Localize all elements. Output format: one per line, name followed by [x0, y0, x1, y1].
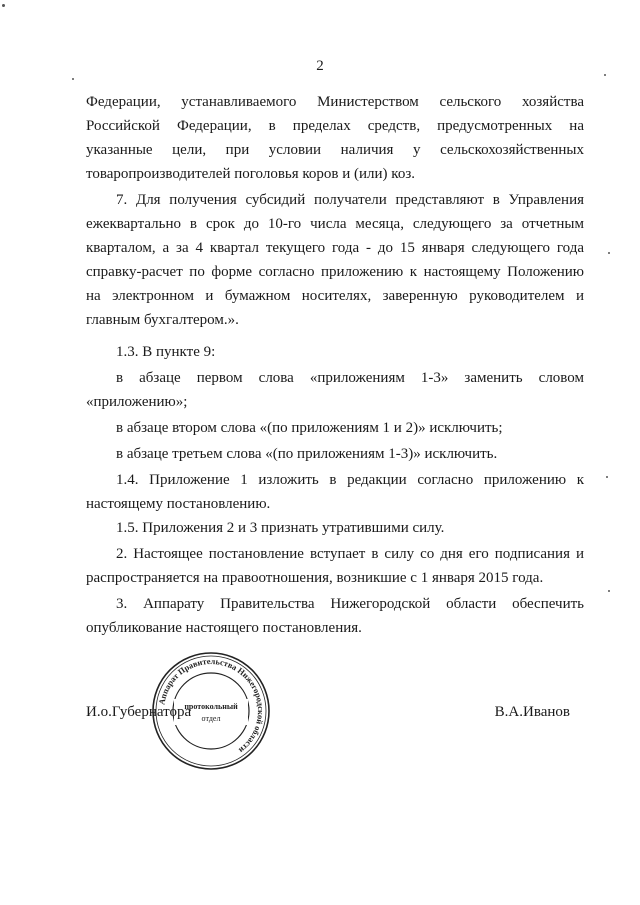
signature-block — [86, 704, 584, 726]
text-line: 1.3. В пункте 9: — [116, 344, 216, 360]
text-line: 2. Настоящее постановление вступает в силу со дня его подписания и — [116, 546, 584, 562]
text-line: указанные цели, при условии наличия у сельскохозяйственных — [86, 142, 584, 158]
seal-center-text: протокольный — [184, 702, 238, 711]
text-line: главным бухгалтером.». — [86, 312, 239, 328]
signatory-name: В.А.Иванов — [494, 704, 570, 720]
page-number: 2 — [316, 58, 324, 74]
seal-ring-text: Аппарат Правительства Нижегородской области — [157, 656, 266, 755]
text-line: кварталом, а за 4 квартал текущего года - до 15 января следующего года — [86, 240, 584, 256]
signatory-title: И.о.Губернатора — [86, 704, 192, 720]
text-line: Федерации, устанавливаемого Министерством сельского хозяйства — [86, 94, 584, 110]
text-line: на электронном и бумажном носителях, заверенную руководителем и — [86, 288, 584, 304]
text-line: ежеквартально в срок до 10-го числа месяца, следующего за отчетным — [86, 216, 584, 232]
text-line: в абзаце первом слова «приложениям 1-3» заменить словом — [116, 370, 584, 386]
text-line: 3. Аппарату Правительства Нижегородской области обеспечить — [116, 596, 584, 612]
text-line: товаропроизводителей поголовья коров и (или) коз. — [86, 166, 416, 182]
text-line: в абзаце третьем слова «(по приложениям 1-3)» исключить. — [116, 446, 498, 462]
text-line: справку-расчет по форме согласно приложению к настоящему Положению — [86, 264, 584, 280]
text-line: настоящему постановлению. — [86, 496, 271, 512]
text-line: 1.5. Приложения 2 и 3 признать утратившими силу. — [116, 520, 445, 536]
text-line: «приложению»; — [86, 394, 188, 410]
text-line: распространяется на правоотношения, возникшие с 1 января 2015 года. — [86, 570, 544, 586]
text-line: Российской Федерации, в пределах средств, предусмотренных на — [86, 118, 584, 134]
text-line: 1.4. Приложение 1 изложить в редакции согласно приложению к — [116, 472, 584, 488]
text-line: опубликование настоящего постановления. — [86, 620, 362, 636]
text-line: в абзаце втором слова «(по приложениям 1 и 2)» исключить; — [116, 420, 503, 436]
text-line: 7. Для получения субсидий получатели представляют в Управления — [116, 192, 584, 208]
seal-center-text: отдел — [201, 714, 221, 723]
